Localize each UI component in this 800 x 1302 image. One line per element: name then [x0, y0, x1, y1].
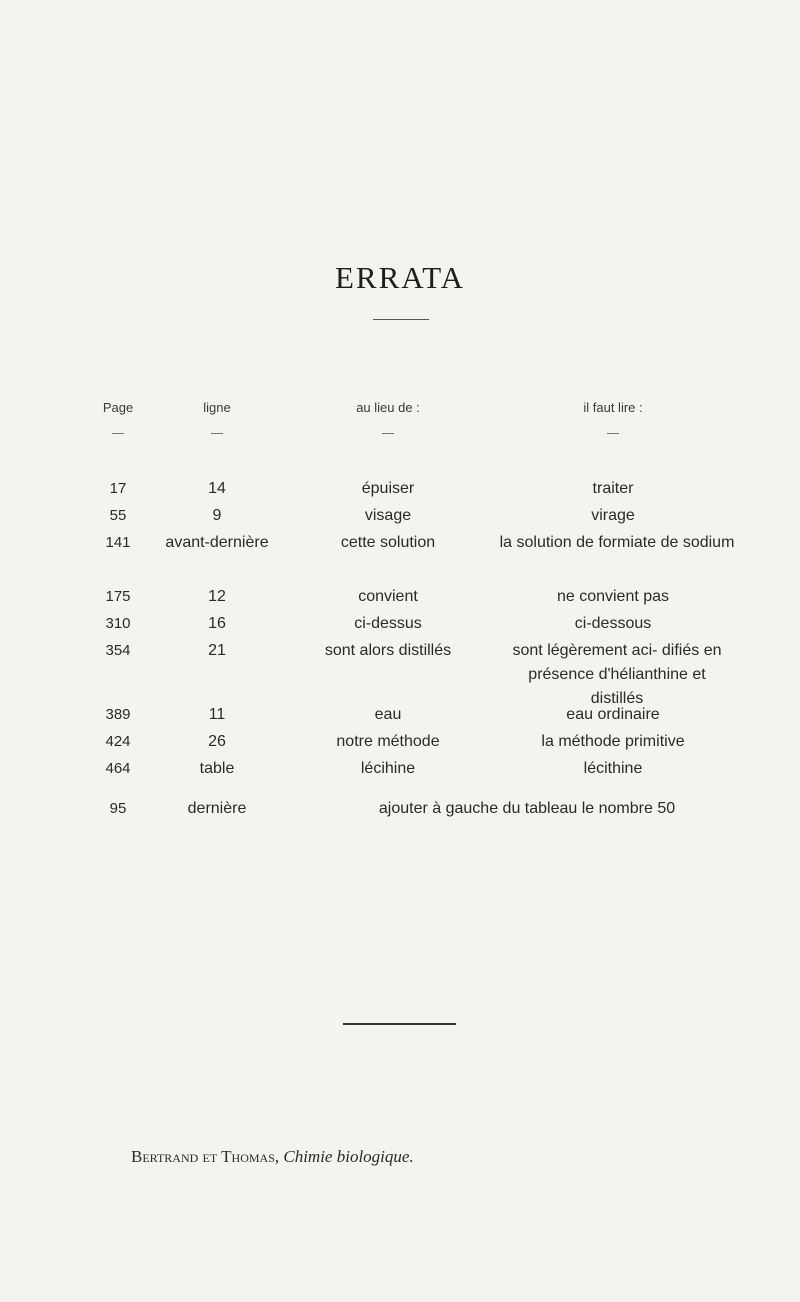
- row-9-instead: lécihine: [360, 760, 416, 777]
- row-9-line: table: [199, 760, 235, 777]
- row-3-instead: cette solution: [340, 534, 436, 551]
- row-1-line: 14: [208, 480, 226, 497]
- row-2-page: 55: [109, 507, 127, 524]
- row-6-instead: sont alors distillés: [324, 642, 452, 659]
- row-4-instead: convient: [358, 588, 418, 605]
- page-title: ERRATA: [334, 260, 466, 295]
- row-6-line: 21: [208, 642, 226, 659]
- footer-authors: Bertrand et Thomas,: [131, 1147, 280, 1166]
- row-8-line: 26: [208, 733, 226, 750]
- row-5-page: 310: [105, 615, 131, 632]
- row-5-line: 16: [208, 615, 226, 632]
- row-7-instead: eau: [374, 706, 402, 723]
- header-dash-read: [607, 433, 619, 434]
- row-7-page: 389: [105, 706, 131, 723]
- header-dash-line: [211, 433, 223, 434]
- row-8-page: 424: [105, 733, 131, 750]
- row-6-read: sont légèrement aci- difiés en présence d'hélianthine et distillés: [512, 642, 722, 707]
- header-read: il faut lire :: [583, 400, 643, 415]
- row-3-line: avant-dernière: [165, 534, 269, 551]
- row-4-line: 12: [208, 588, 226, 605]
- row-10-read: ajouter à gauche du tableau le nombre 50: [378, 800, 676, 817]
- row-9-page: 464: [105, 760, 131, 777]
- row-7-line: 11: [208, 706, 226, 723]
- header-page: Page: [102, 400, 134, 415]
- row-3-page: 141: [105, 534, 131, 551]
- row-10-page: 95: [109, 800, 127, 817]
- row-1-page: 17: [109, 480, 127, 497]
- row-2-instead: visage: [364, 507, 412, 524]
- row-6-page: 354: [105, 642, 131, 659]
- row-2-line: 9: [212, 507, 222, 524]
- header-instead: au lieu de :: [356, 400, 420, 415]
- footer-book-title: Chimie biologique.: [283, 1147, 414, 1166]
- row-3-read: la solution de formiate de sodium: [499, 534, 735, 551]
- row-5-read: ci-dessous: [574, 615, 652, 632]
- row-8-read: la méthode primitive: [541, 733, 685, 750]
- row-1-instead: épuiser: [361, 480, 415, 497]
- header-dash-instead: [382, 433, 394, 434]
- row-5-instead: ci-dessus: [354, 615, 422, 632]
- title-divider: [373, 319, 429, 320]
- header-dash-page: [112, 433, 124, 434]
- row-4-read: ne convient pas: [556, 588, 670, 605]
- row-4-page: 175: [105, 588, 131, 605]
- bottom-divider: [343, 1023, 456, 1025]
- row-8-instead: notre méthode: [336, 733, 440, 750]
- footer-citation: [131, 1147, 414, 1167]
- row-2-read: virage: [591, 507, 635, 524]
- row-7-read: eau ordinaire: [566, 706, 660, 723]
- header-line: ligne: [203, 400, 231, 415]
- row-10-line: dernière: [187, 800, 247, 817]
- row-9-read: lécithine: [583, 760, 643, 777]
- row-1-read: traiter: [592, 480, 634, 497]
